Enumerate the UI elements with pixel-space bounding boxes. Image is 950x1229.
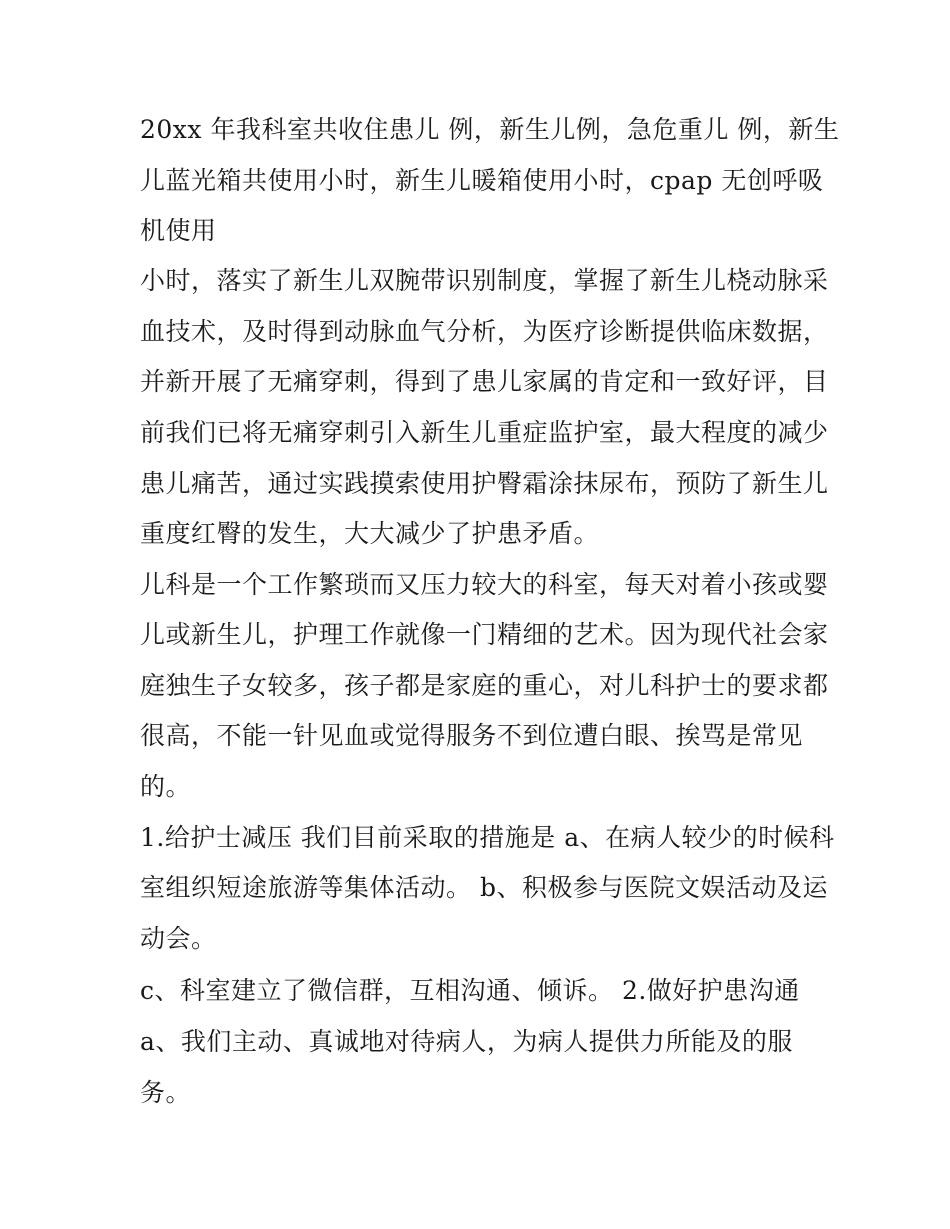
text-line: 20xx 年我科室共收住患儿 例，新生儿例，急危重儿 例，新生 <box>140 115 840 144</box>
text-line: 的。 <box>140 772 192 801</box>
text-line: 儿科是一个工作繁琐而又压力较大的科室，每天对着小孩或婴 <box>140 570 829 599</box>
text-line: 1.给护士减压 我们目前采取的措施是 a、在病人较少的时候科 <box>140 823 835 852</box>
text-line: 机使用 <box>140 216 217 245</box>
text-line: 重度红臀的发生，大大减少了护患矛盾。 <box>140 519 600 548</box>
text-line: 患儿痛苦，通过实践摸索使用护臀霜涂抹尿布，预防了新生儿 <box>140 469 829 498</box>
text-line: 小时，落实了新生儿双腕带识别制度，掌握了新生儿桡动脉采 <box>140 266 829 295</box>
text-line: 血技术，及时得到动脉血气分析，为医疗诊断提供临床数据， <box>140 317 829 346</box>
text-line: c、科室建立了微信群，互相沟通、倾诉。 2.做好护患沟通 <box>140 976 800 1005</box>
text-line: 儿蓝光箱共使用小时，新生儿暖箱使用小时，cpap 无创呼吸 <box>140 166 824 195</box>
text-line: 动会。 <box>140 924 217 953</box>
text-line: 室组织短途旅游等集体活动。 b、积极参与医院文娱活动及运 <box>140 873 828 902</box>
text-line: 很高，不能一针见血或觉得服务不到位遭白眼、挨骂是常见 <box>140 721 804 750</box>
text-line: 并新开展了无痛穿刺，得到了患儿家属的肯定和一致好评，目 <box>140 367 829 396</box>
text-line: 前我们已将无痛穿刺引入新生儿重症监护室，最大程度的减少 <box>140 418 829 447</box>
text-line: 务。 <box>140 1078 192 1107</box>
text-line: a、我们主动、真诚地对待病人，为病人提供力所能及的服 <box>140 1027 793 1056</box>
text-line: 儿或新生儿，护理工作就像一门精细的艺术。因为现代社会家 <box>140 620 829 649</box>
text-line: 庭独生子女较多，孩子都是家庭的重心，对儿科护士的要求都 <box>140 671 829 700</box>
